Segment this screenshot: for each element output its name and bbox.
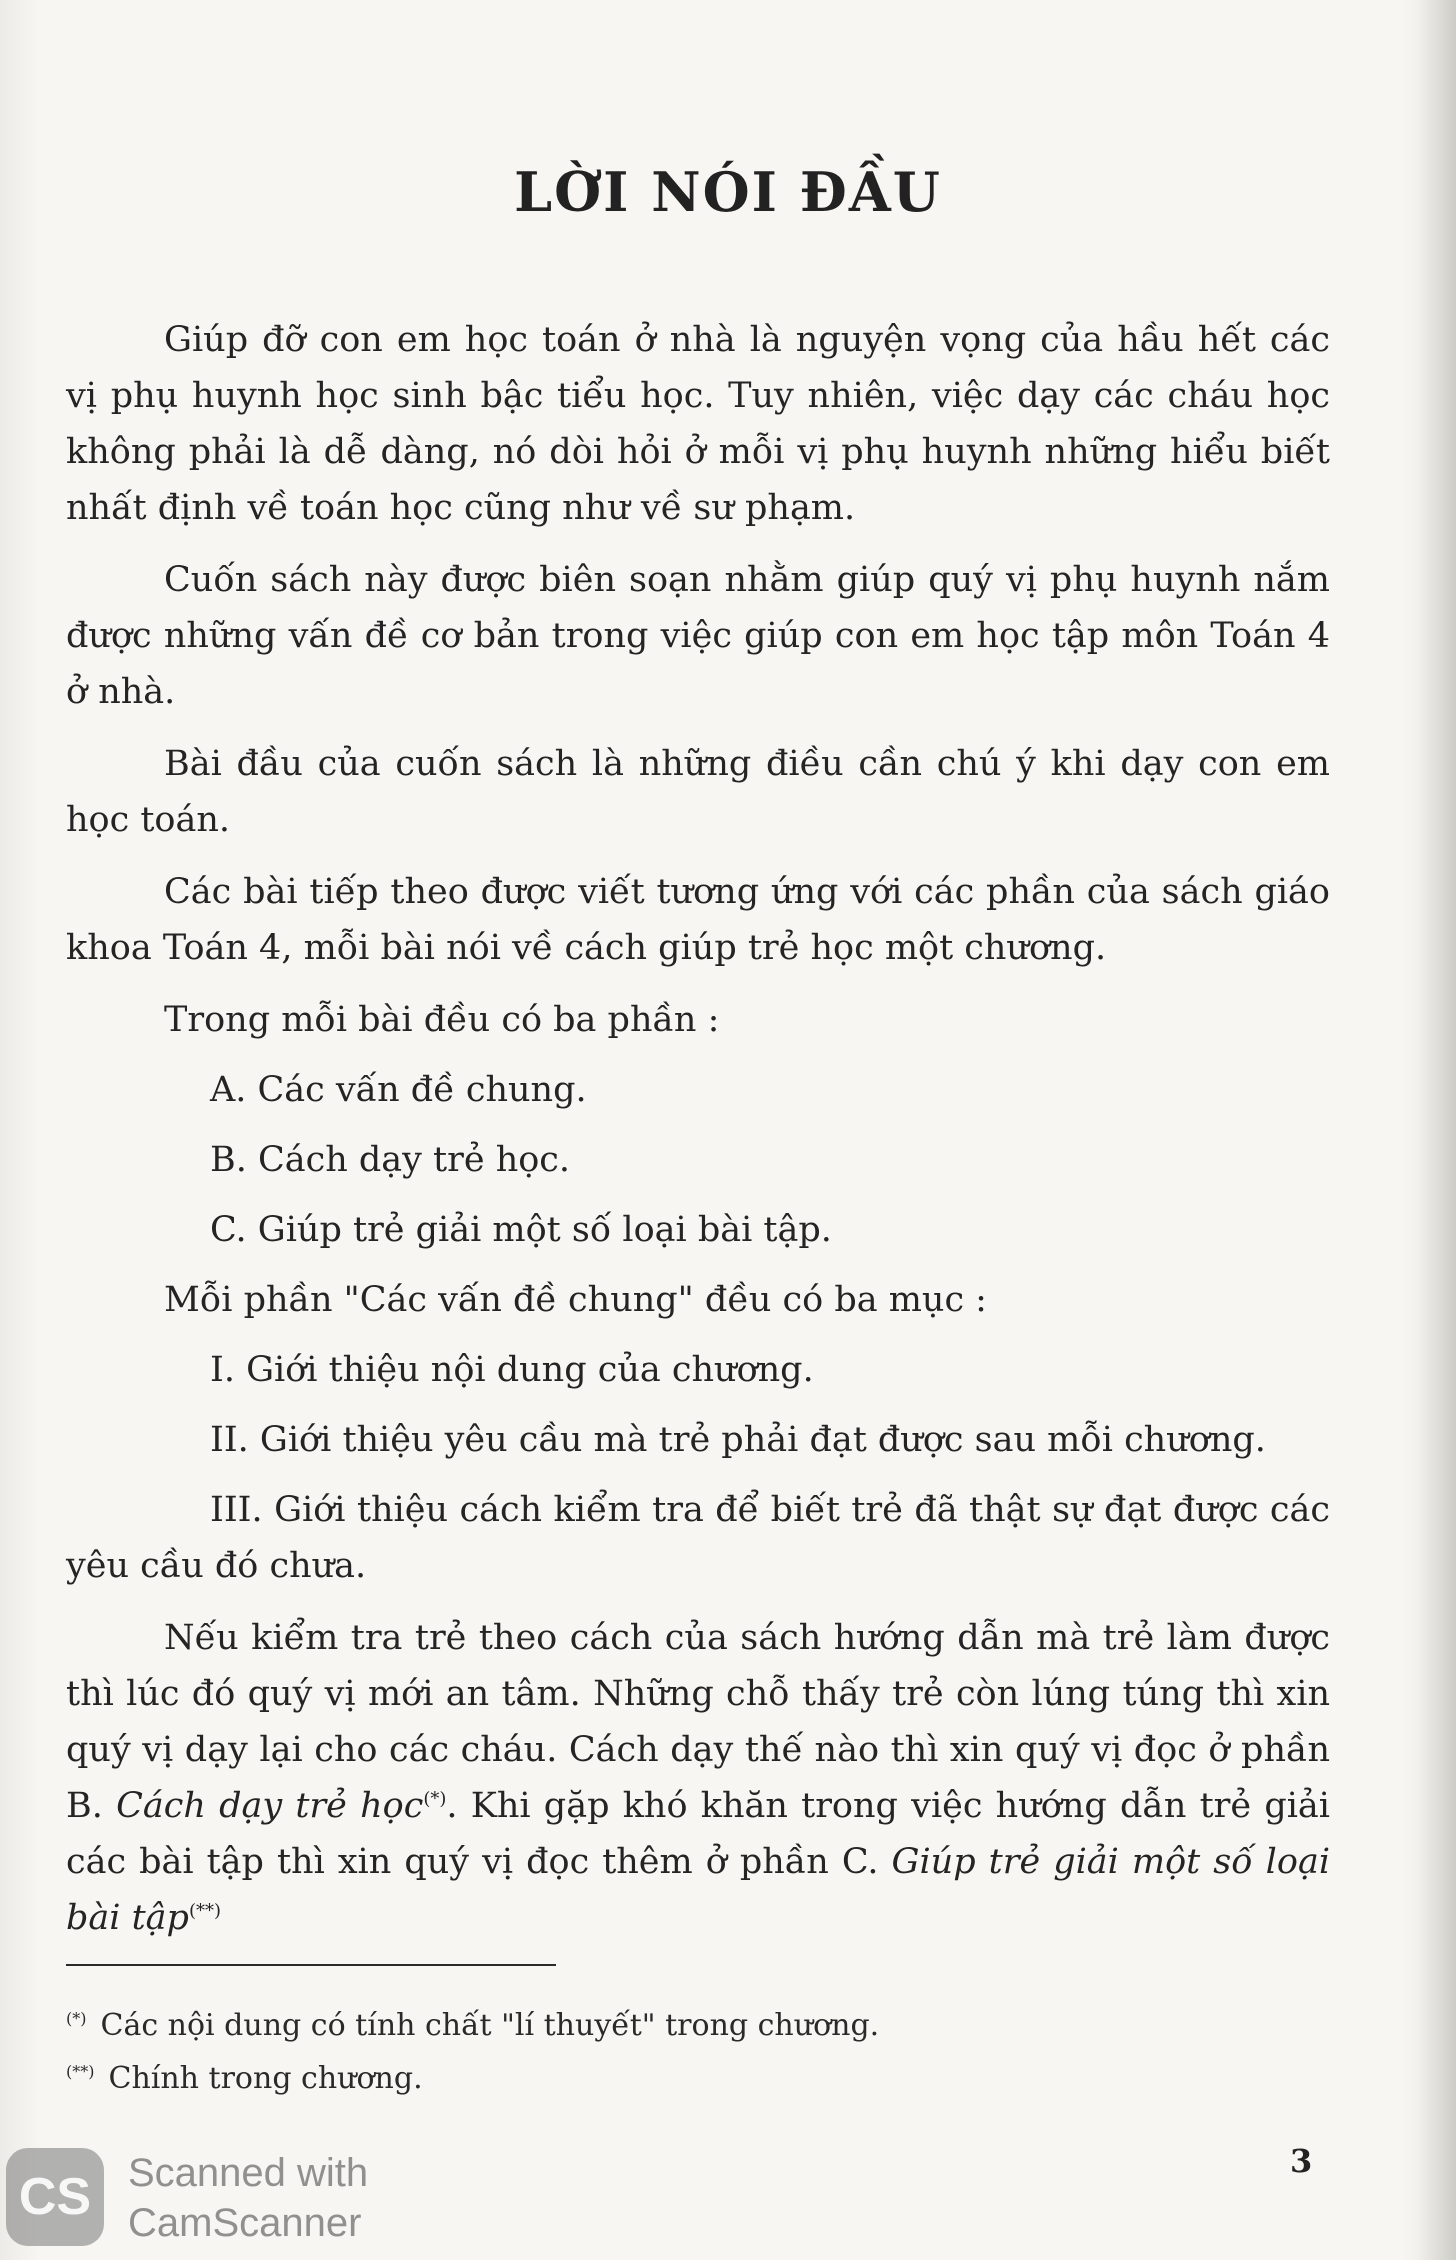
footnote-ref-2: (**): [188, 1900, 221, 1922]
closing-text-1: Nếu kiểm tra trẻ theo cách của sách hướng dẫn mà trẻ làm được thì lúc đó quý vị mới an tâm. Những chỗ thấy trẻ còn lúng túng thì xin quý vị dạy lại cho các cháu. Cách dạy thế nào thì xin quý vị đọc ở phần B.: [66, 1618, 1330, 1826]
page-edge-shadow: [1416, 0, 1456, 2260]
footnote-1-text: Các nội dung có tính chất "lí thuyết" trong chương.: [100, 2008, 880, 2043]
list-item-part-c: C. Giúp trẻ giải một số loại bài tập.: [210, 1210, 832, 1250]
footnote-2-mark: (**): [66, 2062, 95, 2081]
watermark-line-1: Scanned with: [128, 2151, 369, 2195]
page-number: 3: [1290, 2142, 1313, 2180]
list-item-section-i: I. Giới thiệu nội dung của chương.: [210, 1350, 814, 1390]
footnote-ref-1: (*): [423, 1788, 447, 1810]
footnote-2: [66, 2049, 1266, 2102]
paragraph-three-parts: Trong mỗi bài đều có ba phần :: [164, 1000, 720, 1040]
footnote-1: [66, 1996, 1266, 2049]
closing-italic-ref-b: Cách dạy trẻ học: [116, 1786, 424, 1826]
footnote-divider: [66, 1964, 556, 1966]
body-text: [66, 312, 1330, 1962]
footnote-2-text: Chính trong chương.: [108, 2061, 423, 2096]
camscanner-logo-icon: CS: [6, 2148, 104, 2246]
list-item-section-ii: II. Giới thiệu yêu cầu mà trẻ phải đạt được sau mỗi chương.: [210, 1420, 1266, 1460]
watermark-line-2: CamScanner: [128, 2201, 362, 2245]
paragraph-first-lesson: Bài đầu của cuốn sách là những điều cần chú ý khi dạy con em học toán.: [66, 744, 1330, 840]
paragraph-three-sections: Mỗi phần "Các vấn đề chung" đều có ba mục :: [164, 1280, 987, 1320]
paragraph-closing: [66, 1610, 1330, 1946]
list-item-section-iii: III. Giới thiệu cách kiểm tra để biết trẻ đã thật sự đạt được các yêu cầu đó chưa.: [66, 1490, 1330, 1586]
footnote-1-mark: (*): [66, 2009, 87, 2028]
page-title: LỜI NÓI ĐẦU: [514, 160, 942, 224]
list-item-part-a: A. Các vấn đề chung.: [210, 1070, 587, 1110]
list-item-part-b: B. Cách dạy trẻ học.: [210, 1140, 571, 1180]
paragraph-intro: Giúp đỡ con em học toán ở nhà là nguyện vọng của hầu hết các vị phụ huynh học sinh bậc tiểu học. Tuy nhiên, việc dạy các cháu học không phải là dễ dàng, nó dòi hỏi ở mỗi vị phụ huynh những hiểu biết nhất định về toán học cũng như về sư phạm.: [66, 320, 1330, 528]
footnotes: [66, 1996, 1266, 2102]
closing-italic-ref-c: Giúp trẻ giải một số loại bài tập: [66, 1842, 1331, 1938]
paragraph-purpose: Cuốn sách này được biên soạn nhằm giúp quý vị phụ huynh nắm được những vấn đề cơ bản trong việc giúp con em học tập môn Toán 4 ở nhà.: [66, 560, 1330, 712]
closing-text-2: . Khi gặp khó khăn trong việc hướng dẫn trẻ giải các bài tập thì xin quý vị đọc thêm ở phần C.: [66, 1786, 1330, 1882]
camscanner-watermark: [128, 2148, 368, 2248]
paragraph-next-lessons: Các bài tiếp theo được viết tương ứng với các phần của sách giáo khoa Toán 4, mỗi bài nói về cách giúp trẻ học một chương.: [66, 872, 1330, 968]
